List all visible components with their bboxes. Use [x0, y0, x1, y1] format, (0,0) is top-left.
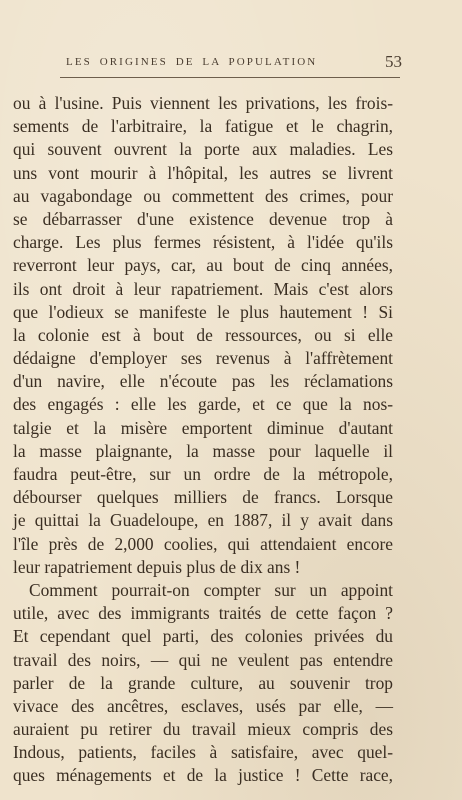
text-line: leur rapatriement depuis plus de dix ans !: [13, 556, 301, 577]
text-line: faudra peut-être, sur un ordre de la métropole,: [13, 464, 393, 484]
text-line: reverront leur pays, car, au bout de cinq années,: [13, 255, 393, 276]
text-line: se débarrasser d'une existence devenue trop à: [13, 208, 393, 229]
text-line: Indous, patients, faciles à satisfaire, avec quel-: [13, 742, 393, 763]
text-line: d'un navire, elle n'écoute pas les réclamations: [13, 371, 393, 392]
text-line: que l'odieux se manifeste le plus hautement ! Si: [13, 301, 393, 322]
page-number: 53: [385, 52, 402, 71]
text-line: débourser quelques milliers de francs. Lorsque: [13, 487, 393, 508]
text-line: je quittai la Guadeloupe, en 1887, il y avait dans: [13, 510, 393, 531]
text-line: Et cependant quel parti, des colonies privées du: [13, 626, 393, 647]
text-line: auraient pu retirer du travail mieux compris des: [13, 719, 393, 740]
text-line: dédaigne d'employer ses revenus à l'affrètement: [13, 348, 393, 369]
text-line: travail des noirs, — qui ne veulent pas entendre: [13, 649, 393, 670]
text-line: des engagés : elle les garde, et ce que la nos-: [13, 394, 393, 415]
text-line: ou à l'usine. Puis viennent les privations, les frois-: [13, 93, 393, 113]
text-line: charge. Les plus fermes résistent, à l'idée qu'ils: [13, 232, 393, 253]
text-line: ils ont droit à leur rapatriement. Mais c'est alors: [13, 278, 393, 299]
text-line: uns vont mourir à l'hôpital, les autres se livrent: [13, 162, 393, 183]
text-line: l'île près de 2,000 coolies, qui attendaient encore: [13, 533, 393, 554]
text-line: parler de la grande culture, au souvenir trop: [13, 672, 393, 693]
header-rule: [60, 77, 400, 78]
text-line: ques ménagements et de la justice ! Cette race,: [13, 765, 393, 786]
text-line: vivace des ancêtres, esclaves, usés par elle, —: [13, 695, 393, 716]
text-line: Comment pourrait-on compter sur un appoint: [29, 579, 393, 600]
text-line: la colonie est à bout de ressources, ou si elle: [13, 324, 393, 345]
text-line: au vagabondage ou commettent des crimes, pour: [13, 185, 393, 206]
running-head: [60, 54, 400, 74]
running-title: LES ORIGINES DE LA POPULATION: [66, 56, 318, 68]
text-line: qui souvent ouvrent la porte aux maladies. Les: [13, 139, 393, 160]
text-line: utile, avec des immigrants traités de cette façon ?: [13, 603, 393, 624]
text-line: sements de l'arbitraire, la fatigue et le chagrin,: [13, 116, 393, 137]
text-line: la masse plaignante, la masse pour laquelle il: [13, 440, 393, 461]
text-line: talgie et la misère emportent diminue d'autant: [13, 417, 393, 438]
body-text: [13, 92, 393, 788]
